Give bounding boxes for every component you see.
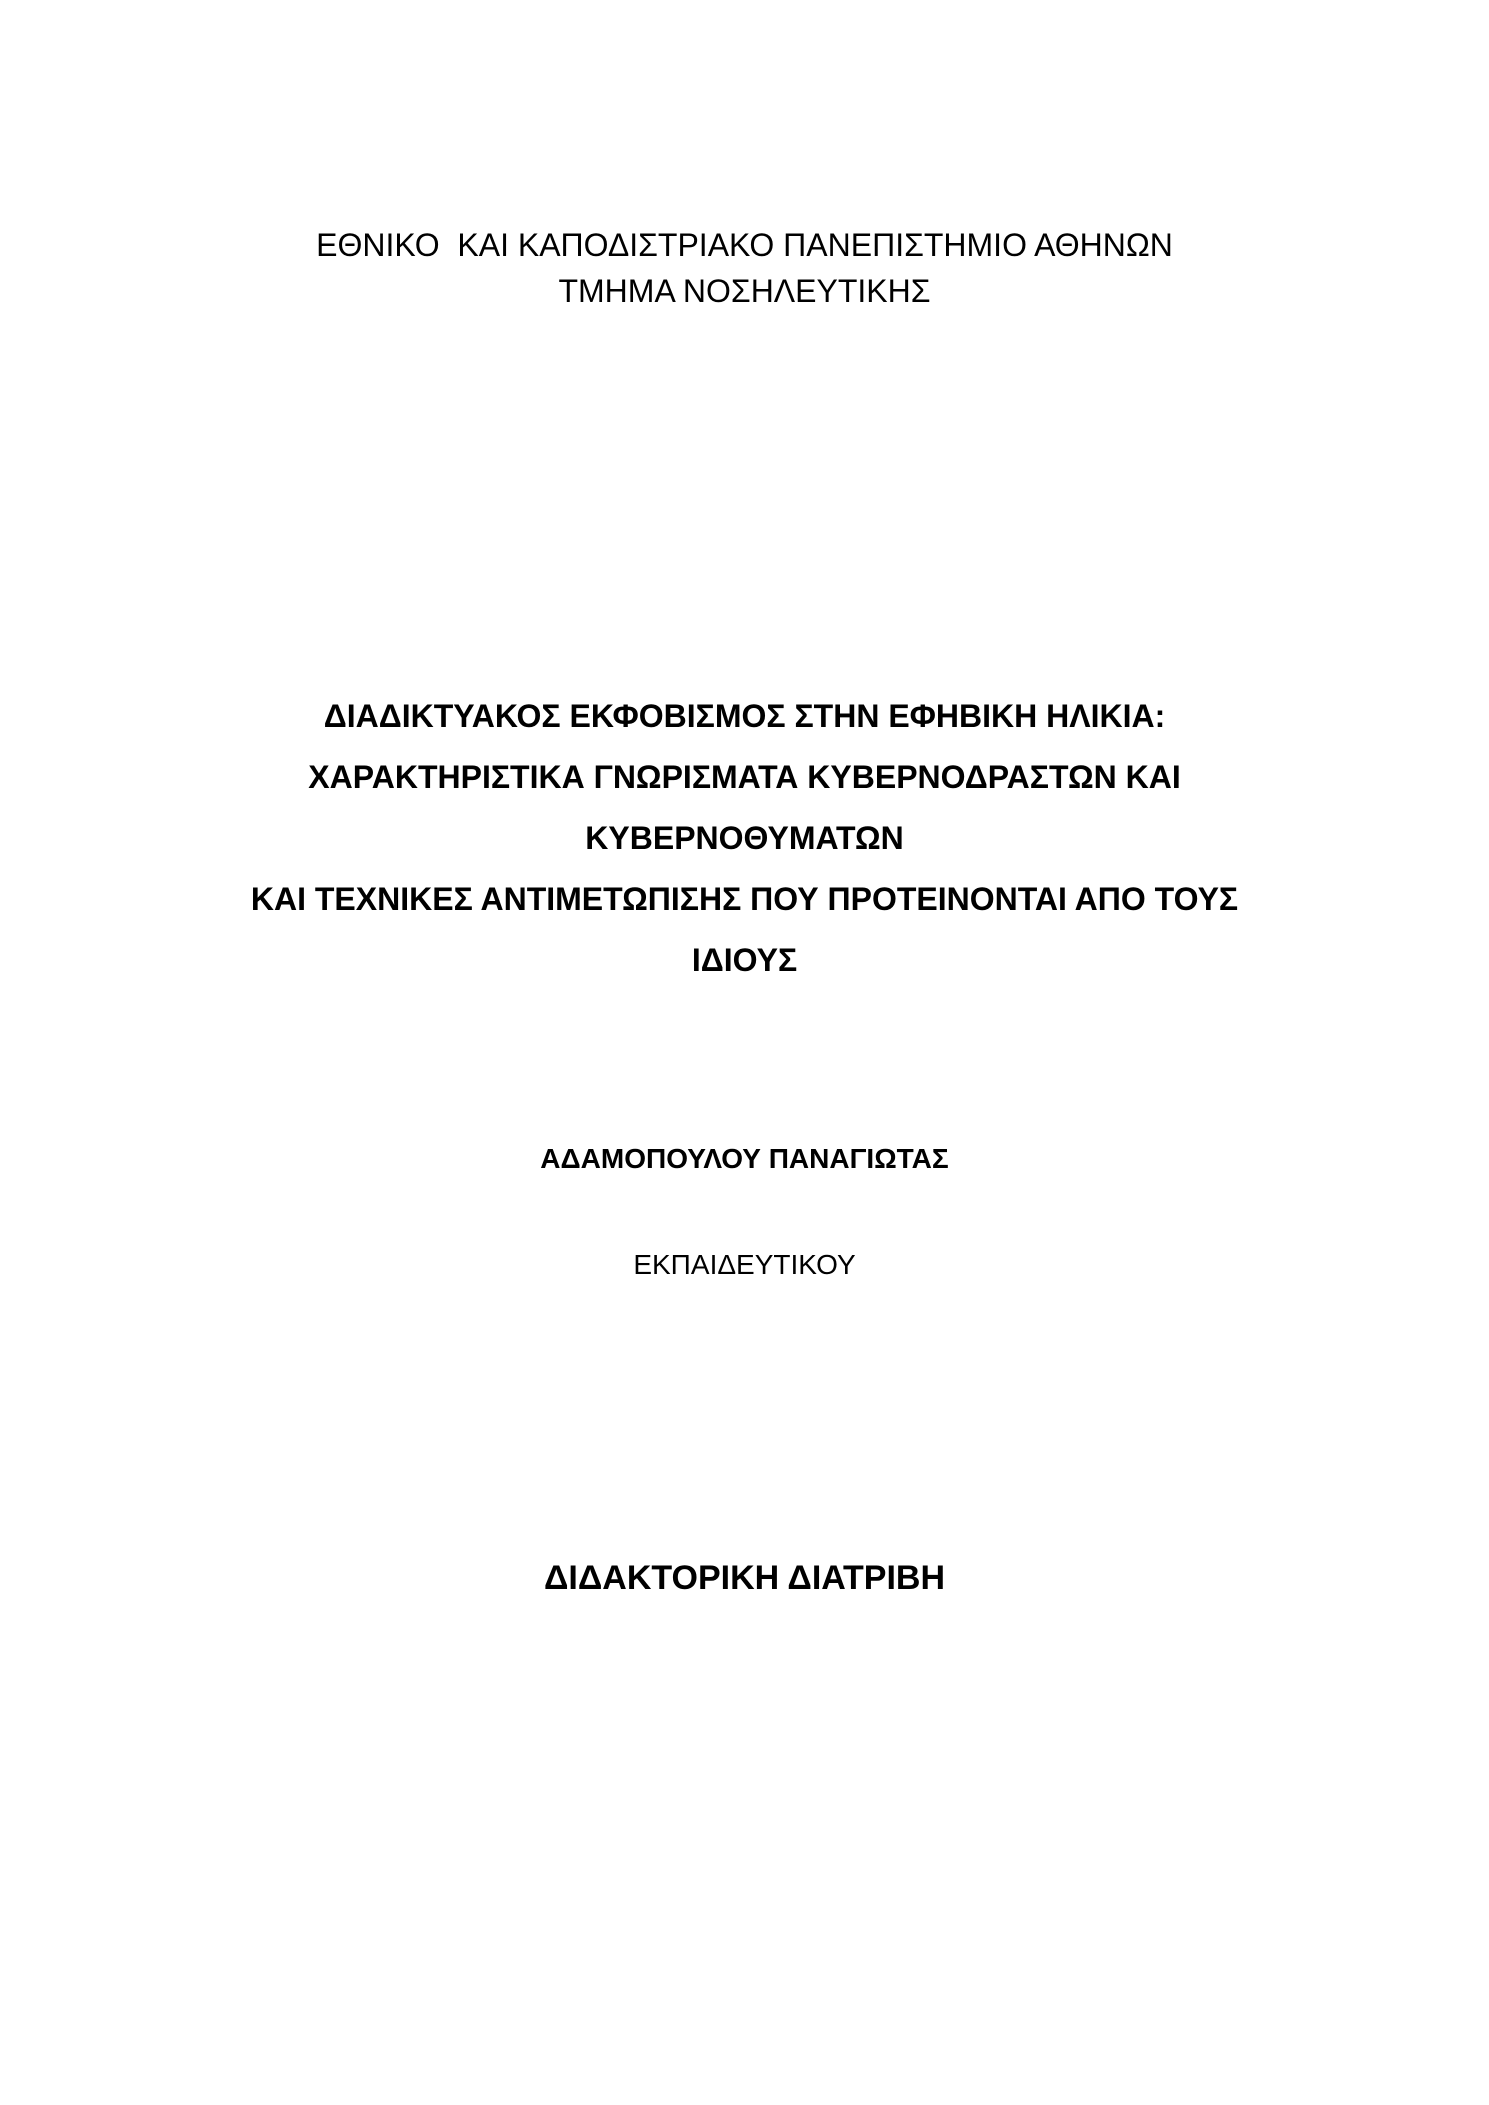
institution-header bbox=[0, 222, 1489, 314]
author-block bbox=[0, 1141, 1489, 1177]
author-role-block bbox=[0, 1247, 1489, 1283]
department-name: ΤΜΗΜΑ ΝΟΣΗΛΕΥΤΙΚΗΣ bbox=[558, 273, 931, 309]
document-type: ΔΙΔΑΚΤΟΡΙΚΗ ΔΙΑΤΡΙΒΗ bbox=[543, 1559, 946, 1597]
thesis-title bbox=[0, 686, 1489, 991]
title-line: ΚΑΙ ΤΕΧΝΙΚΕΣ ΑΝΤΙΜΕΤΩΠΙΣΗΣ ΠΟΥ ΠΡΟΤΕΙΝΟΝΤΑΙ ΑΠΟ ΤΟΥΣ bbox=[250, 881, 1239, 917]
university-name: ΕΘΝΙΚΟ ΚΑΙ ΚΑΠΟΔΙΣΤΡΙΑΚΟ ΠΑΝΕΠΙΣΤΗΜΙΟ ΑΘΗΝΩΝ bbox=[316, 227, 1173, 263]
title-line: ΚΥΒΕΡΝΟΘΥΜΑΤΩΝ bbox=[585, 820, 904, 856]
document-type-block bbox=[0, 1556, 1489, 1600]
author-name: ΑΔΑΜΟΠΟΥΛΟΥ ΠΑΝΑΓΙΩΤΑΣ bbox=[540, 1143, 949, 1174]
title-line: ΙΔΙΟΥΣ bbox=[691, 942, 798, 978]
title-line: ΔΙΑΔΙΚΤΥΑΚΟΣ ΕΚΦΟΒΙΣΜΟΣ ΣΤΗΝ ΕΦΗΒΙΚΗ ΗΛΙΚΙΑ: bbox=[323, 698, 1166, 734]
title-line: ΧΑΡΑΚΤΗΡΙΣΤΙΚΑ ΓΝΩΡΙΣΜΑΤΑ ΚΥΒΕΡΝΟΔΡΑΣΤΩΝ ΚΑΙ bbox=[308, 759, 1181, 795]
author-role: ΕΚΠΑΙΔΕΥΤΙΚΟΥ bbox=[633, 1249, 856, 1280]
